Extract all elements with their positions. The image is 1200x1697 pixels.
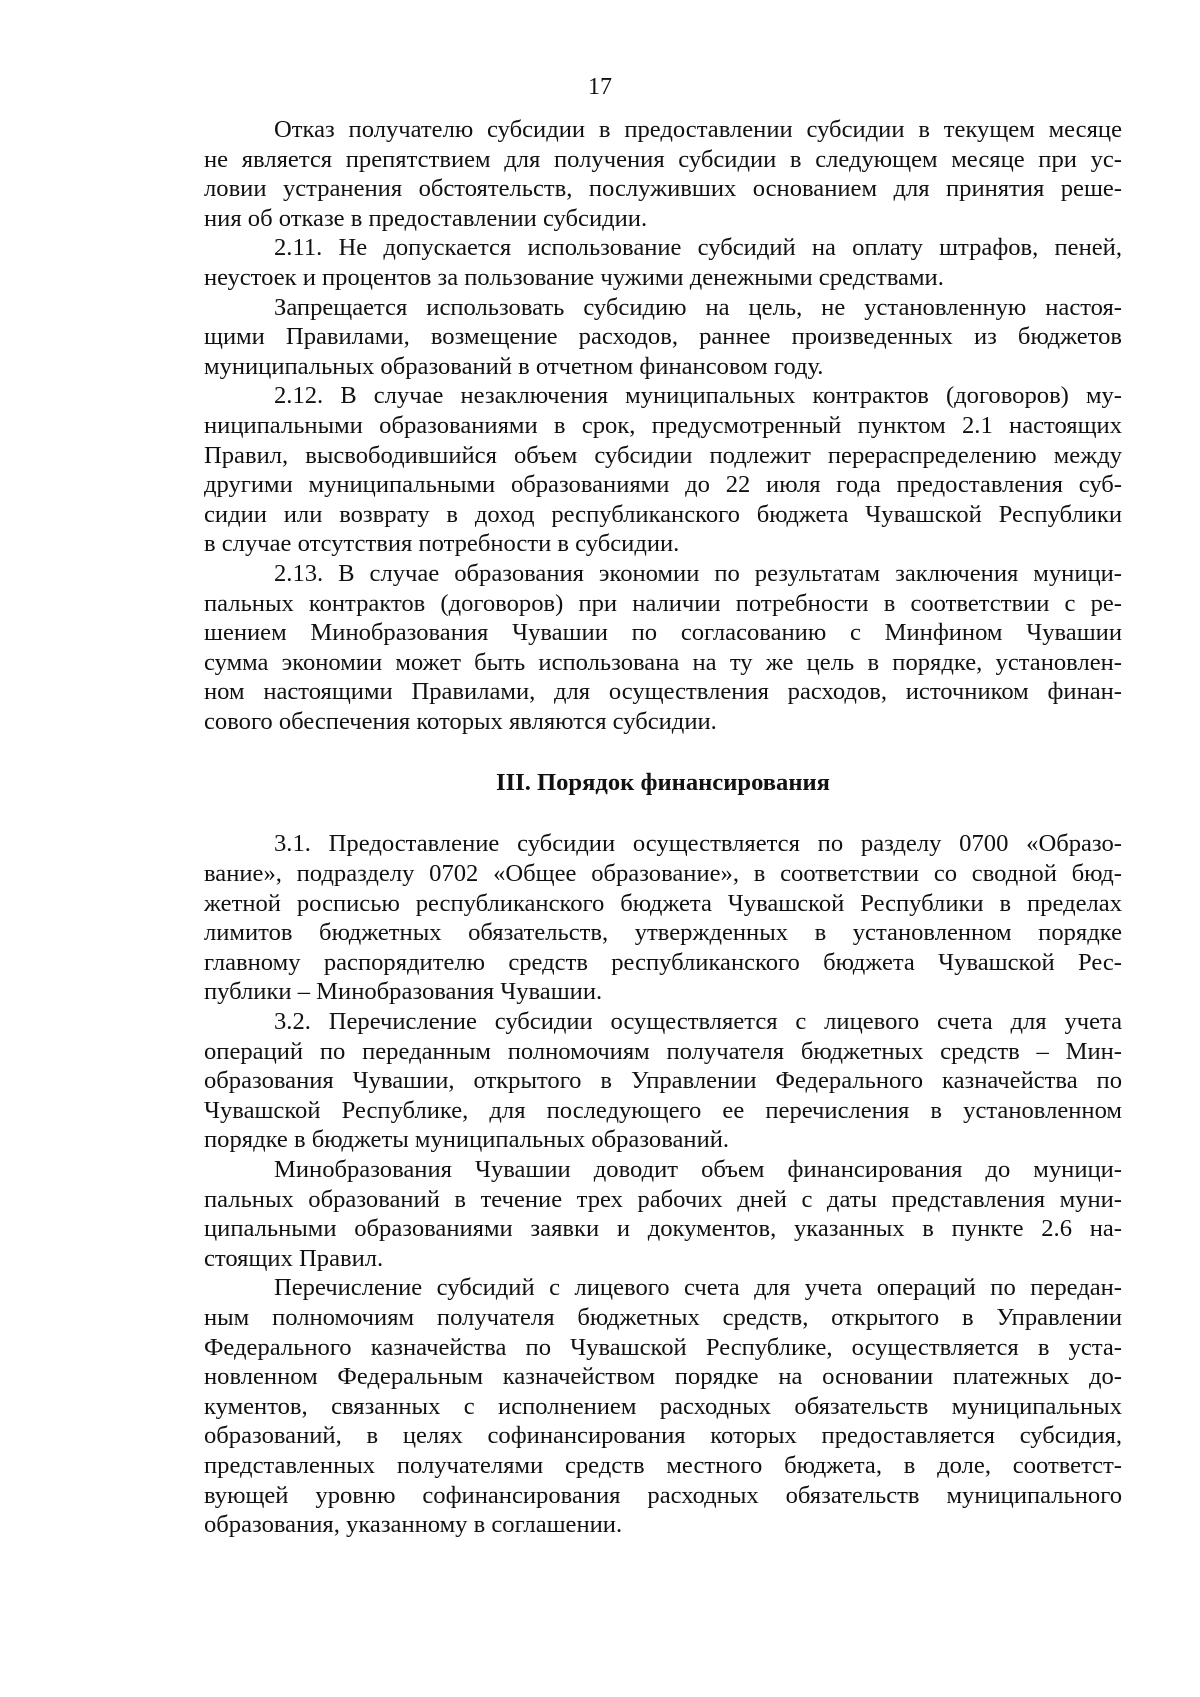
- text-line: ловии устранения обстоятельств, послуживших основанием для принятия реше-: [204, 175, 1122, 203]
- text-line: 2.11. Не допускается использование субсидий на оплату штрафов, пеней,: [274, 234, 1122, 262]
- text-line: ном настоящими Правилами, для осуществления расходов, источником финан-: [204, 678, 1122, 706]
- text-line: кументов, связанных с исполнением расходных обязательств муниципальных: [204, 1392, 1122, 1420]
- text-line: Чувашской Республике, для последующего ее перечисления в установленном: [204, 1096, 1122, 1124]
- text-line: порядке в бюджеты муниципальных образований.: [204, 1126, 730, 1154]
- paragraph: [204, 1007, 1122, 1155]
- text-line: главному распорядителю средств республиканского бюджета Чувашской Рес-: [204, 948, 1122, 976]
- text-line: образований, в целях софинансирования которых предоставляется субсидия,: [204, 1422, 1122, 1450]
- text-line: ния об отказе в предоставлении субсидии.: [204, 204, 648, 232]
- text-line: неустоек и процентов за пользование чужими денежными средствами.: [204, 263, 944, 291]
- text-line: Перечисление субсидий с лицевого счета для учета операций по передан-: [274, 1274, 1122, 1302]
- text-line: вание», подразделу 0702 «Общее образование», в соответствии со сводной бюд-: [204, 860, 1122, 888]
- text-line: образования, указанному в соглашении.: [204, 1511, 623, 1539]
- text-line: в случае отсутствия потребности в субсидии.: [204, 530, 680, 558]
- text-line: ниципальными образованиями в срок, предусмотренный пунктом 2.1 настоящих: [204, 411, 1122, 439]
- text-line: новленном Федеральным казначейством порядке на основании платежных до-: [204, 1363, 1122, 1391]
- text-line: сового обеспечения которых являются субсидии.: [204, 707, 717, 735]
- text-line: 2.12. В случае незаключения муниципальных контрактов (договоров) му-: [274, 382, 1122, 410]
- text-line: Минобразования Чувашии доводит объем финансирования до муници-: [274, 1156, 1122, 1183]
- text-line: лимитов бюджетных обязательств, утвержденных в установленном порядке: [204, 919, 1122, 947]
- text-line: Федерального казначейства по Чувашской Республике, осуществляется в уста-: [204, 1333, 1122, 1361]
- text-line: ципальными образованиями заявки и документов, указанных в пункте 2.6 на-: [204, 1215, 1122, 1243]
- paragraph: [204, 559, 1122, 737]
- text-line: Правил, высвободившийся объем субсидии подлежит перераспределению между: [204, 441, 1122, 469]
- text-line: муниципальных образований в отчетном финансовом году.: [204, 352, 824, 380]
- text-line: шением Минобразования Чувашии по согласованию с Минфином Чувашии: [204, 619, 1122, 647]
- text-line: не является препятствием для получения субсидии в следующем месяце при ус-: [204, 145, 1122, 173]
- paragraph: [204, 1273, 1122, 1539]
- text-line: операций по переданным полномочиям получателя бюджетных средств – Мин-: [204, 1037, 1122, 1065]
- section-3-body: [204, 829, 1122, 1539]
- paragraph: [204, 233, 1122, 292]
- text-line: 3.2. Перечисление субсидии осуществляется с лицевого счета для учета: [274, 1008, 1122, 1036]
- text-line: сумма экономии может быть использована на ту же цель в порядке, установлен-: [204, 648, 1122, 676]
- text-line: жетной росписью республиканского бюджета Чувашской Республики в пределах: [204, 889, 1122, 917]
- text-line: ным полномочиям получателя бюджетных средств, открытого в Управлении: [204, 1303, 1122, 1331]
- text-line: Запрещается использовать субсидию на цель, не установленную настоя-: [274, 293, 1122, 321]
- page-number: 17: [588, 74, 612, 100]
- section-2-continuation: [204, 115, 1122, 736]
- text-line: стоящих Правил.: [204, 1244, 384, 1272]
- paragraph: [204, 115, 1122, 233]
- text-line: Отказ получателю субсидии в предоставлении субсидии в текущем месяце: [274, 116, 1122, 143]
- text-line: другими муниципальными образованиями до 22 июля года предоставления суб-: [204, 471, 1122, 499]
- section-heading: III. Порядок финансирования: [496, 769, 830, 797]
- paragraph: [204, 381, 1122, 559]
- document-body: [204, 115, 1122, 1540]
- text-line: образования Чувашии, открытого в Управлении Федерального казначейства по: [204, 1067, 1122, 1095]
- text-line: публики – Минобразования Чувашии.: [204, 978, 603, 1006]
- text-line: вующей уровню софинансирования расходных обязательств муниципального: [204, 1481, 1122, 1509]
- paragraph: [204, 829, 1122, 1007]
- paragraph: [204, 1155, 1122, 1273]
- text-line: сидии или возврату в доход республиканского бюджета Чувашской Республики: [204, 500, 1122, 528]
- paragraph: [204, 293, 1122, 382]
- text-line: 3.1. Предоставление субсидии осуществляется по разделу 0700 «Образо-: [274, 830, 1122, 858]
- text-line: пальных контрактов (договоров) при наличии потребности в соответствии с ре-: [204, 589, 1122, 617]
- text-line: щими Правилами, возмещение расходов, раннее произведенных из бюджетов: [204, 323, 1122, 351]
- text-line: 2.13. В случае образования экономии по результатам заключения муници-: [274, 559, 1122, 587]
- text-line: пальных образований в течение трех рабочих дней с даты представления муни-: [204, 1185, 1122, 1213]
- text-line: представленных получателями средств местного бюджета, в доле, соответст-: [204, 1451, 1122, 1479]
